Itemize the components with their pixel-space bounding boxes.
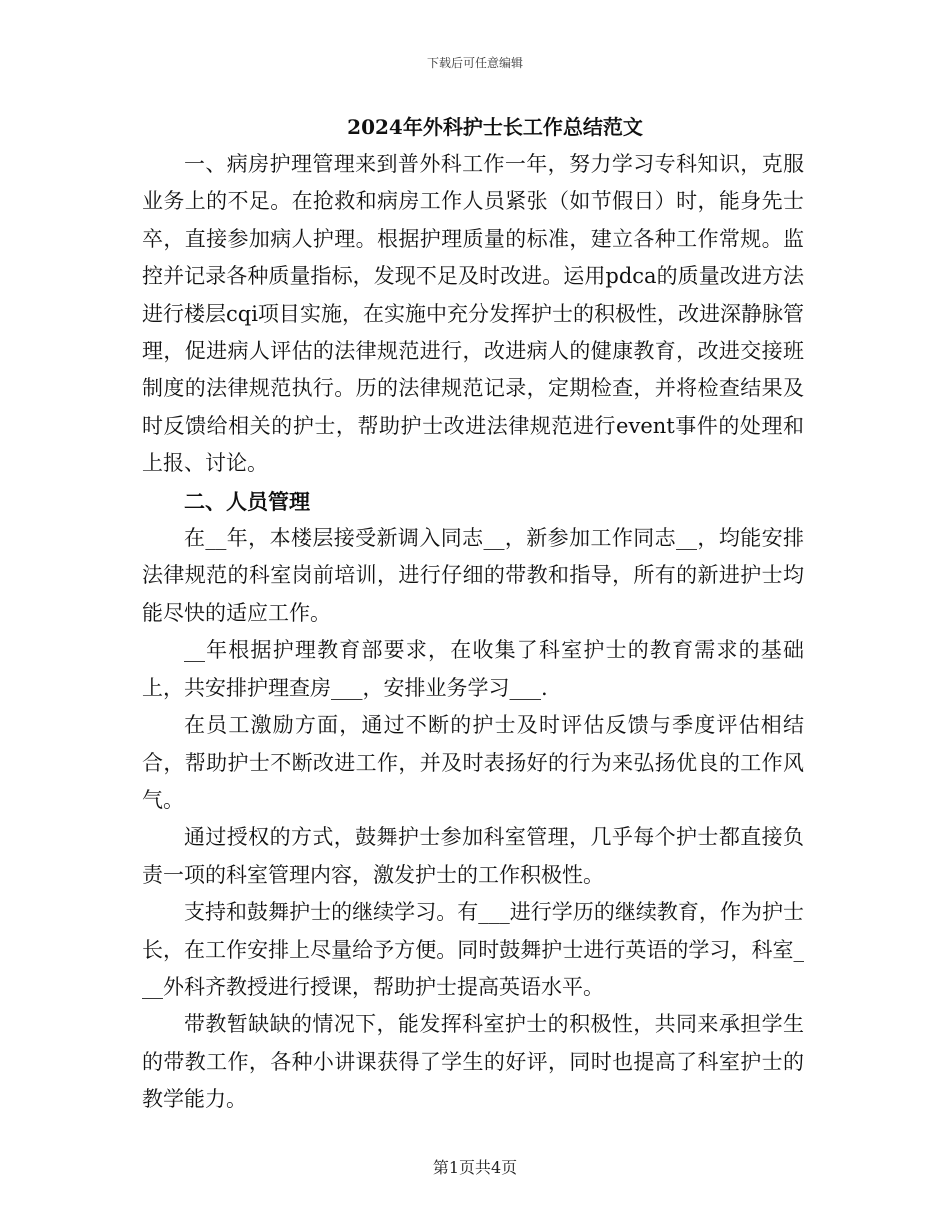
paragraph-ward-management: 一、病房护理管理来到普外科工作一年，努力学习专科知识，克服业务上的不足。在抢救和病房工作人员紧张（如节假日）时，能身先士卒，直接参加病人护理。根据护理质量的标准，建立各种工作常规。监控并记录各种质量指标，发现不足及时改进。运用pdca的质量改进方法进行楼层cqi项目实施，在实施中充分发挥护士的积极性，改进深静脉管理，促进病人评估的法律规范进行，改进病人的健康教育，改进交接班制度的法律规范执行。历的法律规范记录，定期检查，并将检查结果及时反馈给相关的护士，帮助护士改进法律规范进行event事件的处理和上报、讨论。 [142, 152, 804, 476]
paragraph-education-plan: __年根据护理教育部要求，在收集了科室护士的教育需求的基础上，共安排护理查房___，安排业务学习___. [142, 638, 804, 700]
paragraph-new-staff: 在__年，本楼层接受新调入同志__，新参加工作同志__，均能安排法律规范的科室岗前培训，进行仔细的带教和指导，所有的新进护士均能尽快的适应工作。 [142, 526, 804, 625]
paragraph-continuing-education: 支持和鼓舞护士的继续学习。有___进行学历的继续教育，作为护士长，在工作安排上尽量给予方便。同时鼓舞护士进行英语的学习，科室___外科齐教授进行授课，帮助护士提高英语水平。 [142, 900, 804, 999]
paragraph-teaching: 带教暂缺缺的情况下，能发挥科室护士的积极性，共同来承担学生的带教工作，各种小讲课获得了学生的好评，同时也提高了科室护士的教学能力。 [142, 1012, 804, 1112]
header-note: 下载后可任意编辑 [426, 56, 523, 70]
document-body [142, 112, 804, 1119]
paragraph-incentives: 在员工激励方面，通过不断的护士及时评估反馈与季度评估相结合，帮助护士不断改进工作，并及时表扬好的行为来弘扬优良的工作风气。 [142, 713, 804, 812]
page-footer: 第1页共4页 [432, 1158, 518, 1177]
document-title: 2024年外科护士长工作总结范文 [347, 115, 643, 139]
section-heading-staff-management: 二、人员管理 [184, 488, 310, 514]
paragraph-authorization: 通过授权的方式，鼓舞护士参加科室管理，几乎每个护士都直接负责一项的科室管理内容，激发护士的工作积极性。 [142, 825, 804, 887]
